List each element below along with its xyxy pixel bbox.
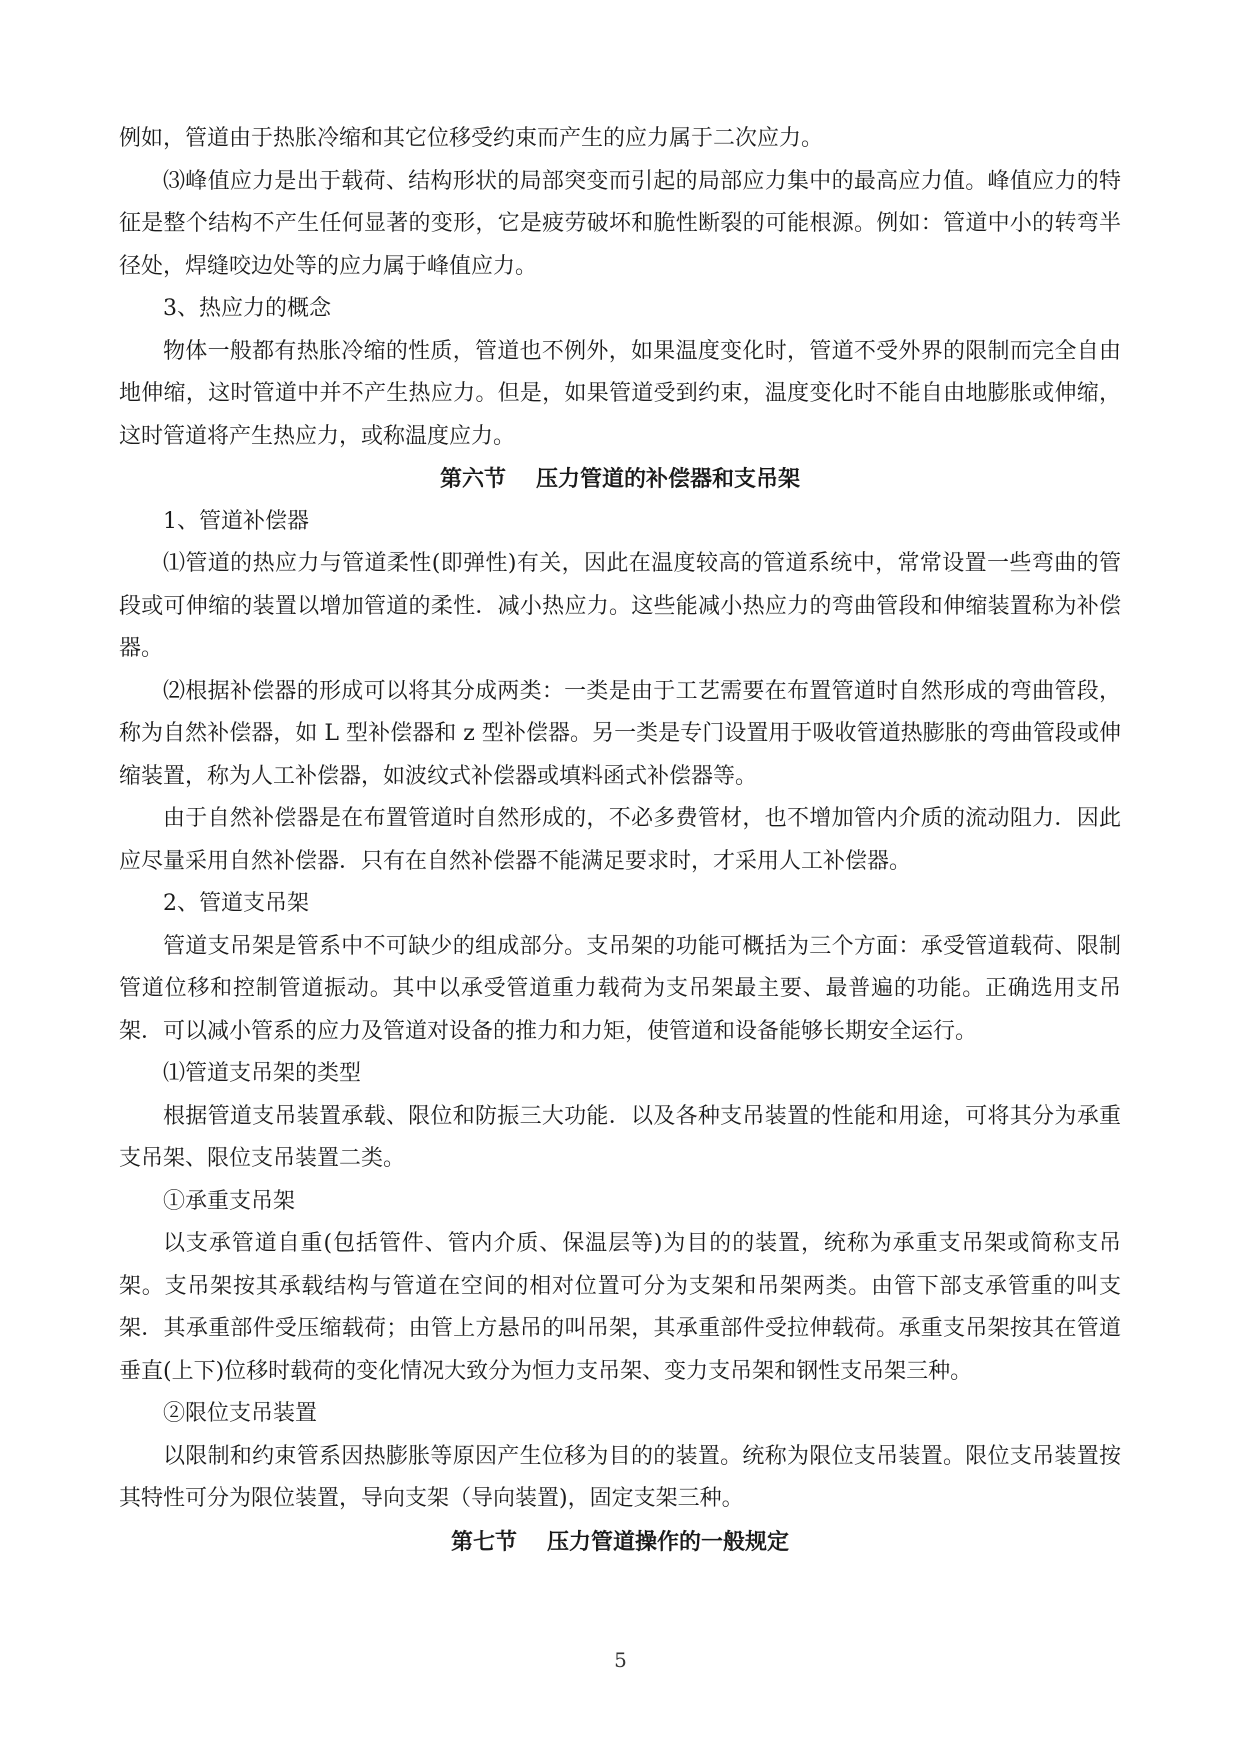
paragraph: 管道支吊架是管系中不可缺少的组成部分。支吊架的功能可概括为三个方面：承受管道载荷、限制管道位移和控制管道振动。其中以承受管道重力载荷为支吊架最主要、最普遍的功能。正确选用支吊架．可以减小管系的应力及管道对设备的推力和力矩，使管道和设备能够长期安全运行。 <box>119 933 1121 1044</box>
paragraph: 以支承管道自重(包括管件、管内介质、保温层等)为目的的装置，统称为承重支吊架或简称支吊架。支吊架按其承载结构与管道在空间的相对位置可分为支架和吊架两类。由管下部支承管重的叫支架．其承重部件受压缩载荷；由管上方悬吊的叫吊架，其承重部件受拉伸载荷。承重支吊架按其在管道垂直(上下)位移时载荷的变化情况大致分为恒力支吊架、变力支吊架和钢性支吊架三种。 <box>119 1231 1121 1384</box>
paragraph: ⑴管道的热应力与管道柔性(即弹性)有关，因此在温度较高的管道系统中，常常设置一些弯曲的管段或可伸缩的装置以增加管道的柔性．减小热应力。这些能减小热应力的弯曲管段和伸缩装置称为补偿器。 <box>119 551 1121 661</box>
section-number: 第六节 <box>439 466 506 492</box>
subheading: ①承重支吊架 <box>163 1188 296 1214</box>
subheading: ②限位支吊装置 <box>163 1401 318 1426</box>
section-title: 压力管道的补偿器和支吊架 <box>536 466 801 492</box>
section-title: 压力管道操作的一般规定 <box>547 1528 790 1555</box>
subheading: 1、管道补偿器 <box>163 508 309 534</box>
subheading: 3、热应力的概念 <box>163 296 331 321</box>
section-number: 第七节 <box>450 1528 517 1555</box>
paragraph: 由于自然补偿器是在布置管道时自然形成的，不必多费管材，也不增加管内介质的流动阻力．因此应尽量采用自然补偿器．只有在自然补偿器不能满足要求时，才采用人工补偿器。 <box>119 806 1121 874</box>
subheading: ⑴管道支吊架的类型 <box>163 1061 362 1086</box>
subheading: 2、管道支吊架 <box>163 891 309 916</box>
paragraph: 以限制和约束管系因热膨胀等原因产生位移为目的的装置。统称为限位支吊装置。限位支吊装置按其特性可分为限位装置，导向支架（导向装置)，固定支架三种。 <box>119 1443 1121 1511</box>
section-heading <box>119 458 1121 501</box>
paragraph: 物体一般都有热胀冷缩的性质，管道也不例外，如果温度变化时，管道不受外界的限制而完全自由地伸缩，这时管道中并不产生热应力。但是，如果管道受到约束，温度变化时不能自由地膨胀或伸缩，这时管道将产生热应力，或称温度应力。 <box>119 338 1121 449</box>
paragraph: ⑶峰值应力是出于载荷、结构形状的局部突变而引起的局部应力集中的最高应力值。峰值应力的特征是整个结构不产生任何显著的变形，它是疲劳破坏和脆性断裂的可能根源。例如：管道中小的转弯半径处，焊缝咬边处等的应力属于峰值应力。 <box>119 168 1121 279</box>
page-number: 5 <box>614 1648 627 1672</box>
paragraph: ⑵根据补偿器的形成可以将其分成两类：一类是由于工艺需要在布置管道时自然形成的弯曲管段，称为自然补偿器，如 L 型补偿器和 z 型补偿器。另一类是专门设置用于吸收管道热膨胀的弯曲管段或伸缩装置，称为人工补偿器，如波纹式补偿器或填料函式补偿器等。 <box>119 678 1121 789</box>
document-body <box>119 118 1121 1563</box>
paragraph: 例如，管道由于热胀冷缩和其它位移受约束而产生的应力属于二次应力。 <box>119 126 824 151</box>
section-heading <box>119 1521 1121 1564</box>
paragraph: 根据管道支吊装置承载、限位和防振三大功能．以及各种支吊装置的性能和用途，可将其分为承重支吊架、限位支吊装置二类。 <box>119 1103 1121 1171</box>
